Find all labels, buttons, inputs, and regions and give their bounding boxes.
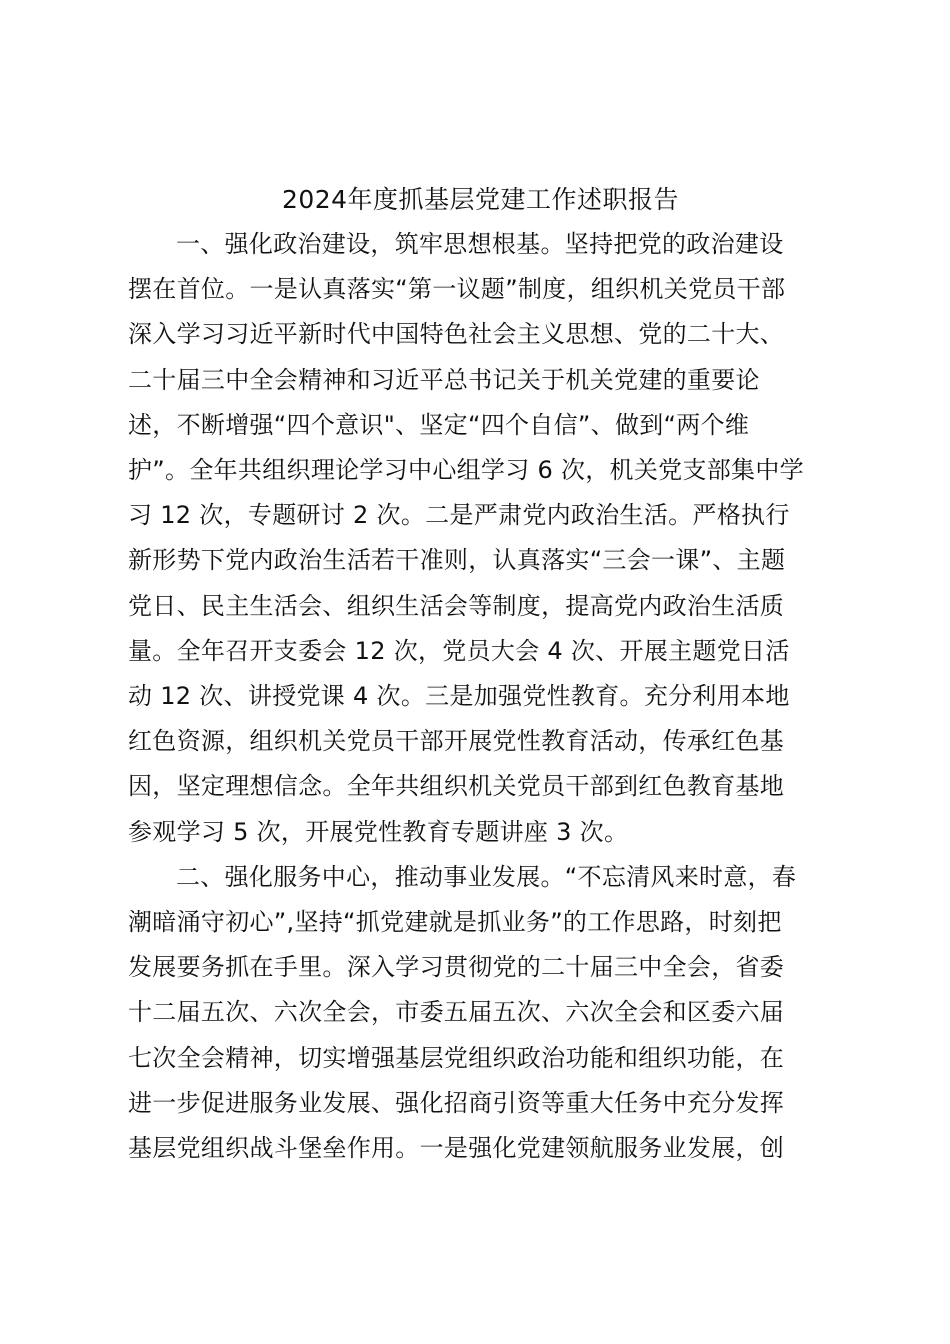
paragraph-line: 进一步促进服务业发展、强化招商引资等重大任务中充分发挥	[128, 1088, 785, 1117]
paragraph-line: 二十届三中全会精神和习近平总书记关于机关党建的重要论	[128, 365, 760, 394]
paragraph-line: 潮暗涌守初心”,坚持“抓党建就是抓业务”的工作思路，时刻把	[128, 908, 782, 937]
paragraph-line: 红色资源，组织机关党员干部开展党性教育活动，传承红色基	[128, 727, 785, 756]
paragraph-1	[128, 222, 833, 855]
paragraph-2	[128, 855, 833, 1171]
paragraph-line: 护”。全年共组织理论学习中心组学习 6 次，机关党支部集中学	[128, 456, 804, 485]
paragraph-line: 基层党组织战斗堡垒作用。一是强化党建领航服务业发展，创	[128, 1134, 785, 1163]
paragraph-line: 七次全会精神，切实增强基层党组织政治功能和组织功能，在	[128, 1043, 785, 1072]
paragraph-line: 发展要务抓在手里。深入学习贯彻党的二十届三中全会，省委	[128, 953, 785, 982]
paragraph-line: 二、强化服务中心，推动事业发展。“不忘清风来时意，春	[176, 862, 797, 891]
paragraph-line: 十二届五次、六次全会，市委五届五次、六次全会和区委六届	[128, 998, 785, 1027]
document-body	[128, 178, 833, 1171]
paragraph-line: 党日、民主生活会、组织生活会等制度，提高党内政治生活质	[128, 591, 785, 620]
paragraph-line: 参观学习 5 次，开展党性教育专题讲座 3 次。	[128, 817, 629, 846]
paragraph-line: 新形势下党内政治生活若干准则，认真落实“三会一课”、主题	[128, 546, 786, 575]
paragraph-line: 述，不断增强“四个意识"、坚定“四个自信”、做到“两个维	[128, 410, 750, 439]
paragraph-line: 量。全年召开支委会 12 次，党员大会 4 次、开展主题党日活	[128, 636, 790, 665]
paragraph-line: 动 12 次、讲授党课 4 次。三是加强党性教育。充分利用本地	[128, 682, 790, 711]
document-title: 2024年度抓基层党建工作述职报告	[281, 185, 680, 214]
paragraph-line: 摆在首位。一是认真落实“第一议题”制度，组织机关党员干部	[128, 275, 786, 304]
paragraph-line: 因，坚定理想信念。全年共组织机关党员干部到红色教育基地	[128, 772, 785, 801]
paragraph-line: 深入学习习近平新时代中国特色社会主义思想、党的二十大、	[128, 320, 785, 349]
paragraph-line: 一、强化政治建设，筑牢思想根基。坚持把党的政治建设	[176, 230, 784, 258]
paragraph-line: 习 12 次，专题研讨 2 次。二是严肃党内政治生活。严格执行	[128, 501, 790, 530]
